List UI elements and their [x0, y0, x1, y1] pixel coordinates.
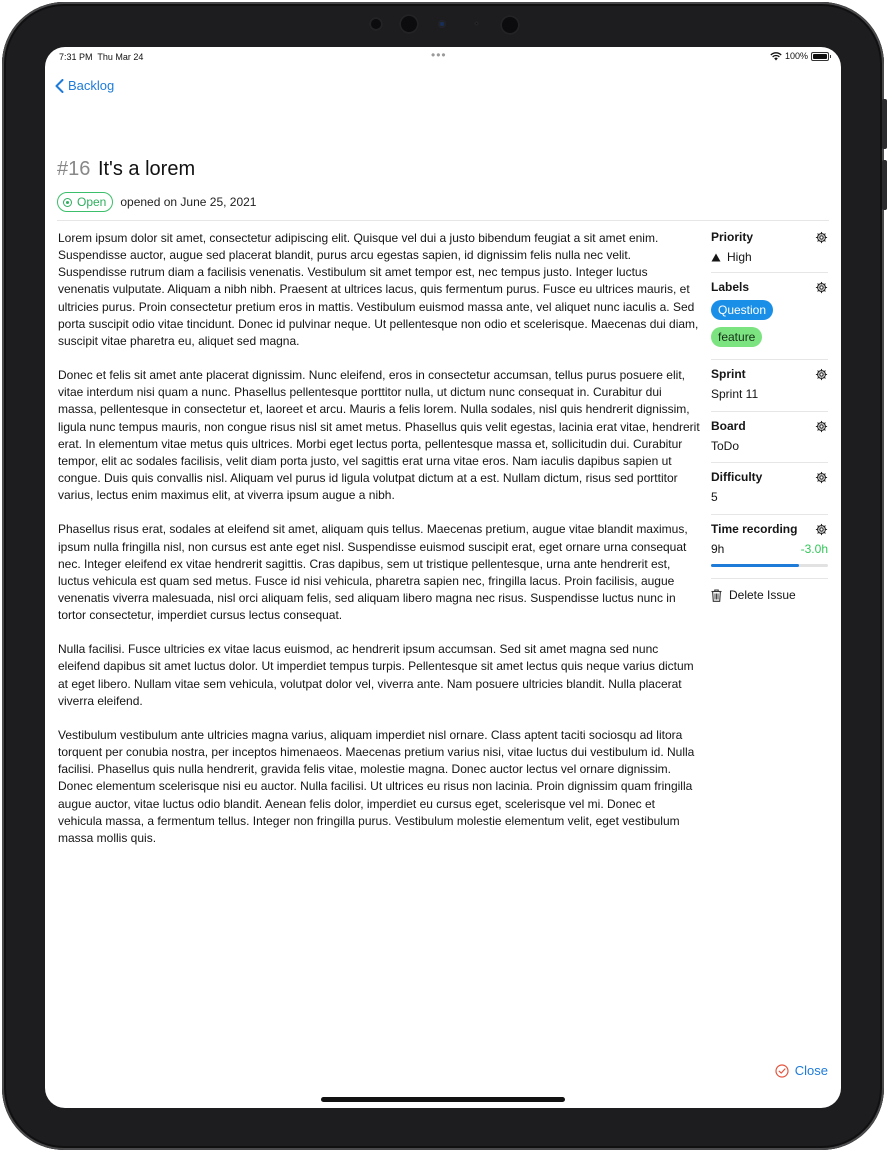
label-question[interactable]: Question — [711, 300, 773, 320]
board-section — [711, 412, 828, 463]
volume-down-button — [882, 160, 887, 210]
status-time: 7:31 PM Thu Mar 24 — [59, 52, 144, 62]
volume-up-button — [882, 99, 887, 149]
gear-icon[interactable] — [815, 523, 828, 536]
time-remaining: -3.0h — [800, 542, 828, 556]
camera-icon — [399, 14, 419, 34]
face-id-sensor-icon — [500, 15, 520, 35]
back-label: Backlog — [68, 78, 115, 93]
gear-icon[interactable] — [815, 420, 828, 433]
board-heading: Board — [711, 419, 746, 433]
priority-value: High — [727, 250, 752, 264]
time-progress-fill — [711, 564, 799, 567]
issue-title-text: It's a lorem — [97, 158, 196, 180]
wifi-icon — [770, 52, 782, 61]
description-paragraph: Nulla facilisi. Fusce ultricies ex vitae lacus euismod, ac hendrerit ipsum accumsan. Sed sit amet magna sed nunc eleifend dapibus sit amet luctus dolor. Ut imperdiet tempus turpis. Pellentesque sit amet lectus quis neque varius dictum at eget libero. Nullam vitae sem vehicula, volutpat dolor vel, viverra ante. Nam posuere ultricies blandit. Nulla placerat viverra eleifend. — [58, 642, 694, 708]
labels-section — [711, 273, 828, 360]
status-badge — [57, 192, 113, 212]
issue-number: #16 — [57, 158, 91, 180]
issue-state-row — [57, 192, 256, 212]
battery-percent: 100% — [784, 51, 808, 61]
difficulty-heading: Difficulty — [711, 470, 763, 484]
battery-icon — [811, 52, 829, 61]
label-feature[interactable]: feature — [711, 327, 762, 347]
camera-lens-icon — [438, 20, 446, 28]
divider — [57, 220, 829, 221]
sprint-section — [711, 360, 828, 412]
opened-date: opened on June 25, 2021 — [120, 195, 257, 209]
home-indicator[interactable] — [321, 1097, 565, 1102]
sensor-dot-icon — [474, 21, 479, 26]
difficulty-section — [711, 463, 828, 515]
trash-icon — [711, 589, 722, 602]
priority-heading: Priority — [711, 230, 754, 244]
delete-issue-label: Delete Issue — [729, 588, 796, 602]
app-screen — [45, 47, 841, 1108]
description-paragraph: Phasellus risus erat, sodales at eleifend sit amet, aliquam quis tellus. Maecenas pretium, augue vitae blandit maximus, ipsum nulla fringilla nisl, non cursus est ante eget nisl. Suspendisse euismod suscipit erat, eget ornare urna consequat nec. Integer eleifend ex vitae hendrerit sagittis. Cras dapibus, sem ut tristique pellentesque, urna ante hendrerit est, luctus vehicula est quam sed metus. Fusce id nisi vehicula, pharetra sapien nec, fringilla lacus. Proin facilisis, augue venenatis viverra malesuada, nisl orci aliquam felis, sed aliquam libero magna nec risus. Suspendisse luctus nunc in tortor consectetur, imperdiet cursus lectus consequat. — [58, 522, 688, 623]
difficulty-value: 5 — [711, 490, 718, 504]
triangle-up-icon — [711, 253, 721, 262]
status-bar — [45, 47, 841, 67]
gear-icon[interactable] — [815, 231, 828, 244]
gear-icon[interactable] — [815, 368, 828, 381]
issue-description — [58, 230, 700, 864]
time-progress-bar — [711, 564, 828, 567]
close-label: Close — [794, 1063, 828, 1078]
priority-section — [711, 223, 828, 273]
time-recording-section — [711, 515, 828, 579]
status-right — [770, 51, 829, 61]
description-paragraph: Vestibulum vestibulum ante ultricies magna varius, aliquam imperdiet nisl ornare. Class aptent taciti sociosqu ad litora torquent per conubia nostra, per inceptos himenaeos. Maecenas pretium varius nisi, vitae luctus dui vestibulum id. Nulla facilisi. Phasellus quis nulla hendrerit, gravida felis vitae, molestie magna. Donec auctor lectus vel ornare dignissim. Donec elementum scelerisque nisi eu auctor. Nulla facilisi. Ut ultrices eu risus non lacinia. Proin dignissim quam fringilla augue auctor, vitae luctus odio blandit. Aenean felis dolor, imperdiet eu cursus eget, scelerisque vel mi. Donec et vehicula massa, a fermentum tellus. Integer non fringilla purus. Vestibulum molestie elementum velit, eget vestibulum massa mollis quis. — [58, 727, 695, 845]
sensor-icon — [369, 17, 383, 31]
gear-icon[interactable] — [815, 281, 828, 294]
issue-sidebar — [711, 223, 828, 602]
delete-issue-button[interactable] — [711, 588, 828, 602]
close-button[interactable] — [775, 1063, 828, 1078]
sprint-heading: Sprint — [711, 367, 746, 381]
time-spent: 9h — [711, 542, 725, 556]
board-value: ToDo — [711, 439, 740, 453]
back-button[interactable] — [55, 78, 114, 93]
time-heading: Time recording — [711, 522, 798, 536]
description-paragraph: Lorem ipsum dolor sit amet, consectetur adipiscing elit. Quisque vel dui a justo bibendum feugiat a sit amet enim. Suspendisse auctor, augue sed placerat blandit, purus arcu egestas sapien, id dignissim felis nulla nec velit. Suspendisse rutrum diam a facilisis venenatis. Vestibulum sit amet tempor est, nec tempus justo. Integer luctus venenatis vulputate. Aliquam a nibh nibh. Praesent at ultrices lacus, quis fermentum purus. Fusce eu ultrices mauris, et ultricies purus. Proin consectetur pretium eros in mattis. Vestibulum euismod massa ante, vel aliquet nunc iaculis a. Sed porta suscipit odio vitae tincidunt. Donec id pulvinar neque. Ut pellentesque non odio et scelerisque. Maecenas dui diam, suscipit vitae pharetra eu, aliquet sed magna. — [58, 231, 699, 348]
multitasking-dots[interactable]: ••• — [431, 48, 447, 62]
gear-icon[interactable] — [815, 471, 828, 484]
status-badge-label: Open — [77, 195, 107, 209]
labels-heading: Labels — [711, 280, 750, 294]
open-circle-icon — [63, 198, 72, 207]
close-check-circle-icon — [775, 1064, 789, 1078]
chevron-left-icon — [55, 79, 64, 93]
description-paragraph: Donec et felis sit amet ante placerat dignissim. Nunc eleifend, eros in consectetur accumsan, tellus purus posuere elit, vitae interdum nisi quam a nunc. Phasellus pellentesque porttitor nulla, ut dictum nunc consequat in. Curabitur dui massa, pellentesque in consectetur et, laoreet et arcu. Mauris a felis lorem. Nulla sodales, nisl quis hendrerit dignissim, ligula nunc tempus mauris, non congue risus nisl sit amet metus. Phasellus quis velit egestas, lacinia erat vitae, hendrerit erat. In elementum vitae metus quis ultrices. Morbi eget lectus porta, pellentesque massa et, sollicitudin dui. Curabitur tempor, elit ac sodales facilisis, velit diam porta justo, vel sagittis erat urna vitae eros. Nam iaculis dapibus sapien ut congue. Duis quis convallis nisl. Aliquam vel purus id ligula volutpat dictum at a est. Nullam dictum, risus sed porttitor varius, lectus enim maximus elit, at viverra ipsum augue a nibh. — [58, 368, 700, 503]
sprint-value: Sprint 11 — [711, 387, 759, 401]
issue-title — [57, 158, 195, 181]
